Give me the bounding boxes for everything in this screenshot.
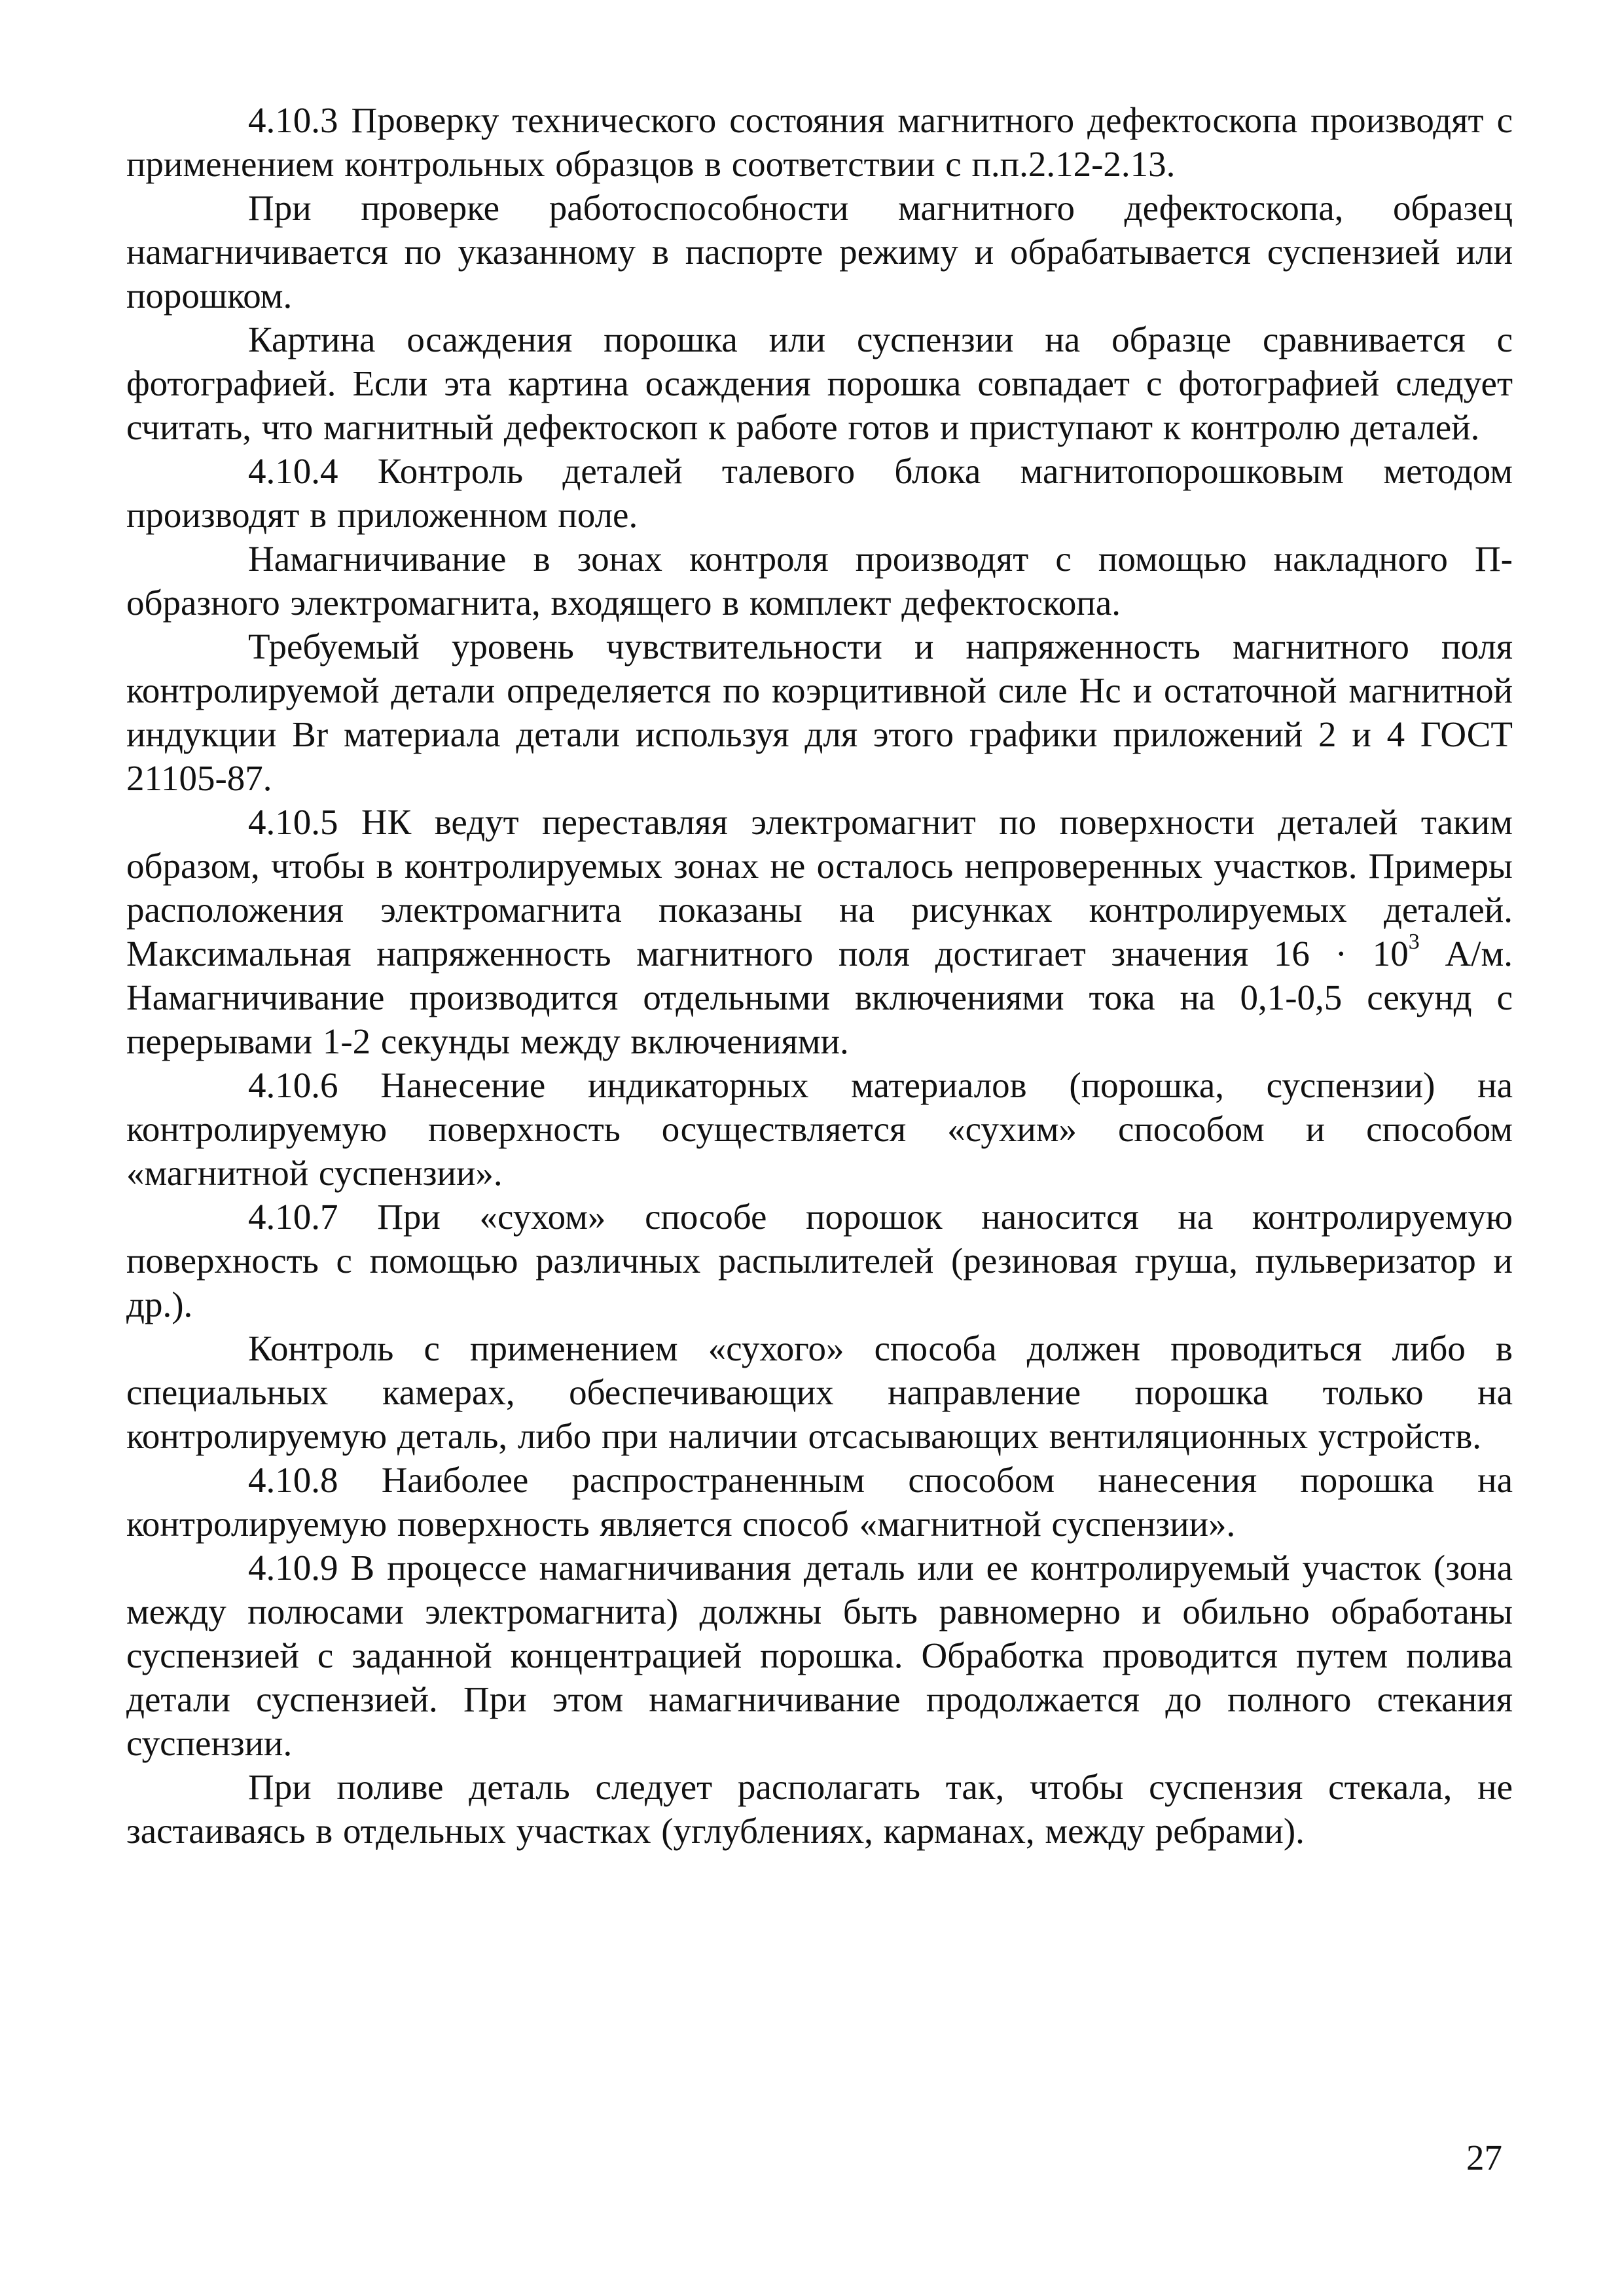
paragraph-pouring: При поливе деталь следует располагать так, чтобы суспензия стекала, не застаиваясь в отдельных участках (углублениях, карманах, между ребрами). — [126, 1767, 1513, 1851]
paragraph-4-10-9: 4.10.9 В процессе намагничивания деталь или ее контролируемый участок (зона между полюсами электромагнита) должны быть равномерно и обильно обработаны суспензией с заданной концентрацией порошка. Обработка проводится путем полива детали суспензией. При этом намагничивание продолжается до полного стекания суспензии. — [126, 1548, 1513, 1763]
paragraph-4-10-6: 4.10.6 Нанесение индикаторных материалов (порошка, суспензии) на контролируемую поверхность осуществляется «сухим» способом и способом «магнитной суспензии». — [126, 1065, 1513, 1193]
paragraph-4-10-7: 4.10.7 При «сухом» способе порошок наносится на контролируемую поверхность с помощью различных распылителей (резиновая груша, пульверизатор и др.). — [126, 1197, 1513, 1324]
paragraph-4-10-8: 4.10.8 Наиболее распространенным способом нанесения порошка на контролируемую поверхность является способ «магнитной суспензии». — [126, 1460, 1513, 1544]
paragraph-4-10-4: 4.10.4 Контроль деталей талевого блока магнитопорошковым методом производят в приложенном поле. — [126, 451, 1513, 535]
paragraph-4-10-3: 4.10.3 Проверку технического состояния магнитного дефектоскопа производят с применением контрольных образцов в соответствии с п.п.2.12-2.13. — [126, 100, 1513, 184]
paragraph-deposit-pattern: Картина осаждения порошка или суспензии на образце сравнивается с фотографией. Если эта картина осаждения порошка совпадает с фотографией следует считать, что магнитный дефектоскоп к работе готов и приступают к контролю деталей. — [126, 319, 1513, 447]
page-number: 27 — [1466, 2138, 1502, 2178]
paragraph-device-check: При проверке работоспособности магнитного дефектоскопа, образец намагничивается по указанному в паспорте режиму и обрабатывается суспензией или порошком. — [126, 188, 1513, 316]
paragraph-magnetization-zones: Намагничивание в зонах контроля производят с помощью накладного П-образного электромагнита, входящего в комплект дефектоскопа. — [126, 539, 1513, 623]
paragraph-4-10-5-text-before: 4.10.5 НК ведут переставляя электромагнит по поверхности деталей таким образом, чтобы в контролируемых зонах не осталось непроверенных участков. Примеры расположения электромагнита показаны на рисунках контролируемых деталей. Максимальная напряженность магнитного поля достигает значения 16 · 10 — [126, 802, 1513, 974]
document-body — [126, 98, 1513, 1853]
paragraph-sensitivity-level: Требуемый уровень чувствительности и напряженность магнитного поля контролируемой детали определяется по коэрцитивной силе Нс и остаточной магнитной индукции Br материала детали используя для этого графики приложений 2 и 4 ГОСТ 21105-87. — [126, 627, 1513, 798]
exponent: 3 — [1408, 930, 1420, 954]
paragraph-4-10-5 — [126, 800, 1513, 1063]
paragraph-dry-method-control: Контроль с применением «сухого» способа должен проводиться либо в специальных камерах, обеспечивающих направление порошка только на контролируемую деталь, либо при наличии отсасывающих вентиляционных устройств. — [126, 1328, 1513, 1456]
paragraph-4-10-5-text-after: А/м. Намагничивание производится отдельными включениями тока на 0,1-0,5 секунд с перерывами 1-2 секунды между включениями. — [126, 934, 1513, 1061]
